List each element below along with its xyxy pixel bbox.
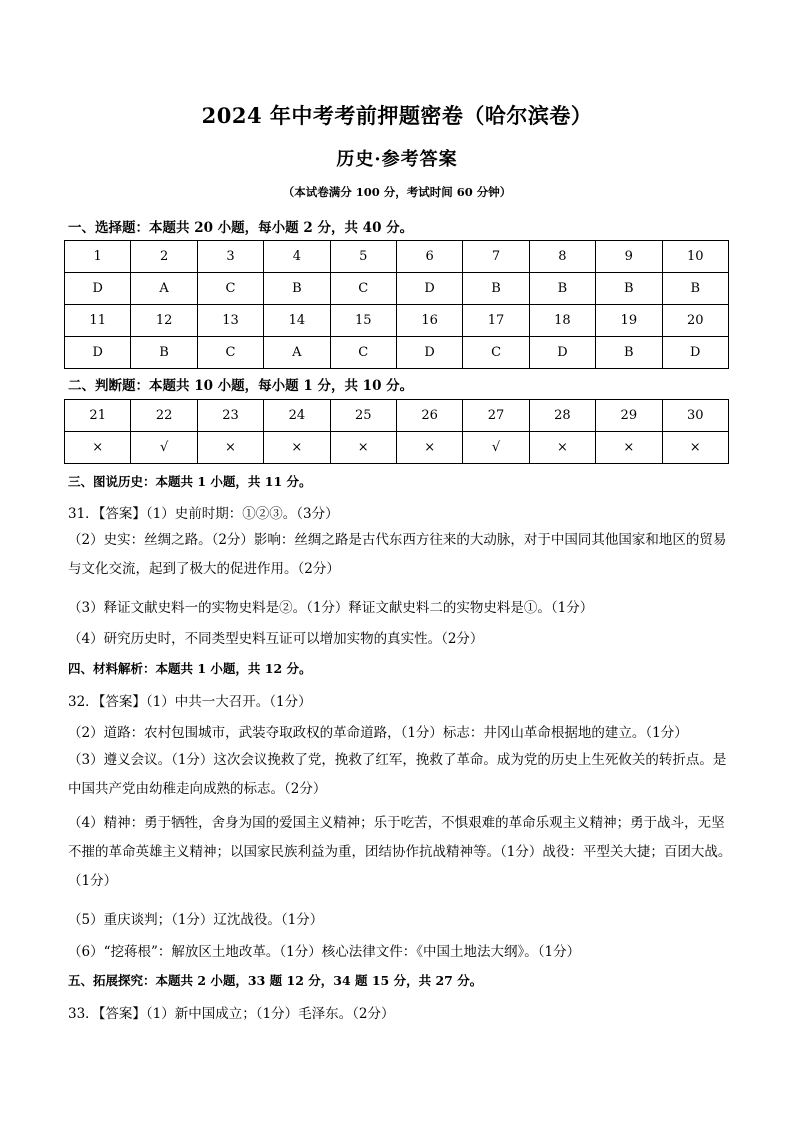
answer-cell: √ bbox=[463, 432, 529, 464]
question-number: 4 bbox=[264, 241, 330, 273]
question-number: 17 bbox=[463, 305, 529, 337]
question-number: 10 bbox=[662, 241, 728, 273]
answer-cell: × bbox=[264, 432, 330, 464]
question-number: 30 bbox=[662, 400, 728, 432]
question-number: 16 bbox=[396, 305, 462, 337]
table-row bbox=[65, 400, 729, 432]
table-row bbox=[65, 241, 729, 273]
question-number: 24 bbox=[264, 400, 330, 432]
question-number: 27 bbox=[463, 400, 529, 432]
question-number: 21 bbox=[65, 400, 131, 432]
answer-cell: A bbox=[264, 337, 330, 369]
answer-cell: B bbox=[596, 273, 662, 305]
answer-cell: × bbox=[65, 432, 131, 464]
answer-cell: × bbox=[596, 432, 662, 464]
question-number: 23 bbox=[197, 400, 263, 432]
answer-cell: B bbox=[662, 273, 728, 305]
answer-32-line-1: 32．【答案】（1）中共一大召开。（1分） bbox=[68, 694, 312, 710]
question-number: 13 bbox=[197, 305, 263, 337]
answer-cell: × bbox=[197, 432, 263, 464]
answer-cell: C bbox=[463, 337, 529, 369]
answer-cell: × bbox=[662, 432, 728, 464]
page-title: 2024 年中考考前押题密卷（哈尔滨卷） bbox=[201, 103, 593, 128]
answer-cell: D bbox=[662, 337, 728, 369]
answer-cell: C bbox=[330, 337, 396, 369]
question-number: 15 bbox=[330, 305, 396, 337]
answer-31-line-1: 31．【答案】（1）史前时期：①②③。（3分） bbox=[68, 506, 339, 522]
judgement-answer-table bbox=[64, 399, 729, 464]
answer-cell: C bbox=[197, 337, 263, 369]
table-row bbox=[65, 273, 729, 305]
answer-cell: × bbox=[396, 432, 462, 464]
answer-32-line-4: （4）精神：勇于牺牲，舍身为国的爱国主义精神；乐于吃苦，不惧艰难的革命乐观主义精神；勇于战斗，无坚不摧的革命英雄主义精神；以国家民族利益为重，团结协作抗战精神等。（1分）战役：平型关大捷；百团大战。（1分） bbox=[68, 815, 732, 889]
section4-heading: 四、材料解析：本题共 1 小题，共 12 分。 bbox=[68, 661, 312, 676]
answer-31-line-3: （3）释证文献史料一的实物史料是②。（1分）释证文献史料二的实物史料是①。（1分） bbox=[68, 600, 594, 616]
answer-cell: B bbox=[131, 337, 197, 369]
question-number: 20 bbox=[662, 305, 728, 337]
answer-cell: C bbox=[197, 273, 263, 305]
page-subtitle: 历史·参考答案 bbox=[336, 149, 458, 170]
answer-cell: C bbox=[330, 273, 396, 305]
answer-cell: B bbox=[463, 273, 529, 305]
section1-heading: 一、选择题：本题共 20 小题，每小题 2 分，共 40 分。 bbox=[68, 220, 414, 236]
question-number: 25 bbox=[330, 400, 396, 432]
section5-heading: 五、拓展探究：本题共 2 小题，33 题 12 分，34 题 15 分，共 27 分。 bbox=[68, 973, 483, 988]
table-row bbox=[65, 305, 729, 337]
question-number: 14 bbox=[264, 305, 330, 337]
question-number: 3 bbox=[197, 241, 263, 273]
question-number: 1 bbox=[65, 241, 131, 273]
question-number: 5 bbox=[330, 241, 396, 273]
question-number: 19 bbox=[596, 305, 662, 337]
section2-heading: 二、判断题：本题共 10 小题，每小题 1 分，共 10 分。 bbox=[68, 378, 414, 394]
answer-32-line-6: （6）“挖蒋根”：解放区土地改革。（1分）核心法律文件：《中国土地法大纲》。（1分） bbox=[68, 944, 581, 960]
question-number: 6 bbox=[396, 241, 462, 273]
answer-31-line-2: （2）史实：丝绸之路。（2分）影响：丝绸之路是古代东西方往来的大动脉，对于中国同其他国家和地区的贸易与文化交流，起到了极大的促进作用。（2分） bbox=[68, 532, 727, 577]
answer-cell: A bbox=[131, 273, 197, 305]
answer-cell: B bbox=[529, 273, 595, 305]
answer-32-line-2: （2）道路：农村包围城市，武装夺取政权的革命道路，（1分）标志：井冈山革命根据地的建立。（1分） bbox=[68, 725, 688, 741]
answer-cell: D bbox=[396, 273, 462, 305]
question-number: 11 bbox=[65, 305, 131, 337]
question-number: 26 bbox=[396, 400, 462, 432]
answer-cell: D bbox=[65, 337, 131, 369]
answer-cell: × bbox=[529, 432, 595, 464]
table-row bbox=[65, 337, 729, 369]
question-number: 9 bbox=[596, 241, 662, 273]
question-number: 29 bbox=[596, 400, 662, 432]
table-row bbox=[65, 432, 729, 464]
question-number: 28 bbox=[529, 400, 595, 432]
answer-31-line-4: （4）研究历史时，不同类型史料互证可以增加实物的真实性。（2分） bbox=[68, 631, 484, 647]
question-number: 22 bbox=[131, 400, 197, 432]
question-number: 7 bbox=[463, 241, 529, 273]
question-number: 8 bbox=[529, 241, 595, 273]
answer-32-line-5: （5）重庆谈判；（1分）辽沈战役。（1分） bbox=[68, 912, 324, 928]
answer-cell: D bbox=[65, 273, 131, 305]
answer-33-line-1: 33．【答案】（1）新中国成立；（1分）毛泽东。（2分） bbox=[68, 1006, 395, 1022]
answer-32-line-3: （3）遵义会议。（1分）这次会议挽救了党，挽救了红军，挽救了革命。成为党的历史上生死攸关的转折点。是中国共产党由幼稚走向成熟的标志。（2分） bbox=[68, 752, 727, 797]
exam-note: （本试卷满分 100 分，考试时间 60 分钟） bbox=[282, 185, 512, 199]
answer-cell: × bbox=[330, 432, 396, 464]
answer-cell: B bbox=[264, 273, 330, 305]
question-number: 18 bbox=[529, 305, 595, 337]
question-number: 2 bbox=[131, 241, 197, 273]
question-number: 12 bbox=[131, 305, 197, 337]
answer-cell: D bbox=[396, 337, 462, 369]
choice-answer-table bbox=[64, 240, 729, 369]
answer-cell: D bbox=[529, 337, 595, 369]
section3-heading: 三、图说历史：本题共 1 小题，共 11 分。 bbox=[68, 474, 312, 489]
answer-cell: B bbox=[596, 337, 662, 369]
answer-cell: √ bbox=[131, 432, 197, 464]
